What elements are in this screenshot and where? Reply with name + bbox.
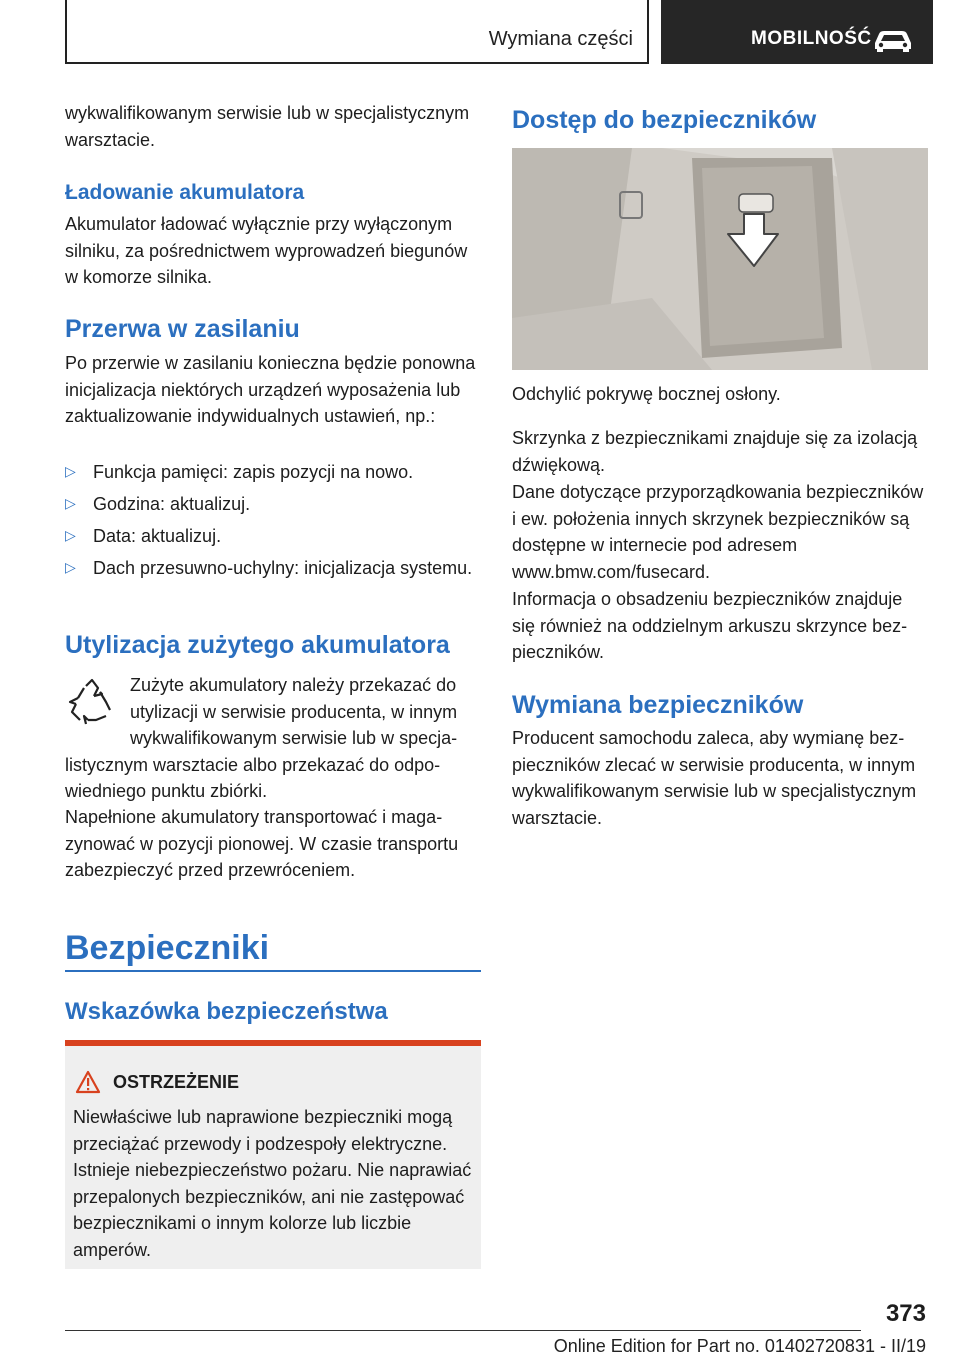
triangle-bullet-icon: ▷ [65, 527, 76, 543]
warning-triangle-icon [75, 1070, 101, 1094]
triangle-bullet-icon: ▷ [65, 463, 76, 479]
car-icon [871, 27, 915, 53]
disposal-heading: Utylizacja zużytego akumulatora [65, 631, 450, 659]
page-number: 373 [885, 1300, 926, 1327]
trunk-illustration [512, 148, 928, 370]
fuses-heading: Bezpieczniki [65, 929, 270, 967]
header-section-box [65, 0, 649, 64]
power-outage-paragraph: Po przerwie w zasilaniu konieczna będzie ponowna inicjalizacja niektórych urządzeń wyposażenia lub zaktualizowanie indywidualnych ustawień, np.: [65, 353, 476, 426]
power-outage-heading: Przerwa w zasilaniu [65, 315, 300, 343]
warning-text: Niewłaściwe lub naprawione bezpieczniki mogą przeciążać przewody i podzespoły elektryczne. Istnieje niebezpieczeństwo pożaru. Nie naprawiać przepalonych bezpieczników, ani nie zastępować bezpiecznikami o innym kolorze lub liczbie amperów. [73, 1107, 472, 1260]
header-chapter-box [661, 0, 933, 64]
disposal-text-1: Zużyte akumulatory należy przekazać do utylizacji w serwisie producenta, w innym wykwalifikowanym serwisie lub w specjalistycznym warsztacie albo przekazać do odpowiedniego punktu zbiórki. [65, 675, 458, 801]
intro-paragraph: wykwalifikowanym serwisie lub w specjalistycznym warsztacie. [65, 103, 470, 150]
fuse-replacement-paragraph: Producent samochodu zaleca, aby wymianę bezpieczników zlecać w serwisie producenta, w innym wykwalifikowanym serwisie lub w specjalistycznym warsztacie. [512, 728, 917, 828]
fuse-box-location-paragraph: Skrzynka z bezpiecznikami znajduje się za izolacją dźwiękową. [512, 428, 918, 475]
photo-caption: Odchylić pokrywę bocznej osłony. [512, 384, 781, 404]
disposal-paragraph-1 [65, 672, 481, 805]
triangle-bullet-icon: ▷ [65, 495, 76, 511]
charging-paragraph: Akumulator ładować wyłącznie przy wyłączonym silniku, za pośrednictwem wyprowadzeń biegunów w komorze silnika. [65, 214, 468, 287]
header-chapter-title: MOBILNOŚĆ [751, 28, 872, 49]
header-section-title: Wymiana części [488, 28, 633, 50]
warning-title: OSTRZEŻENIE [113, 1072, 240, 1092]
charging-heading: Ładowanie akumulatora [65, 181, 305, 204]
disposal-paragraph-2: Napełnione akumulatory transportować i magazynować w pozycji pionowej. W czasie transportu zabezpieczyć przed przewróceniem. [65, 807, 459, 880]
bullet-list [65, 459, 481, 609]
list-item-text: Dach przesuwno-uchylny: inicjalizacja systemu. [93, 558, 473, 578]
fuse-sheet-paragraph: Informacja o obsadzeniu bezpieczników znajduje się również na oddzielnym arkuszu skrzynce bezpieczników. [512, 589, 908, 662]
list-item-text: Godzina: aktualizuj. [93, 494, 251, 514]
triangle-bullet-icon: ▷ [65, 559, 76, 575]
edition-footer: Online Edition for Part no. 01402720831 - II/19 [553, 1336, 926, 1356]
fuse-replacement-heading: Wymiana bezpieczników [512, 691, 804, 719]
fuse-assignment-paragraph: Dane dotyczące przyporządkowania bezpieczników i ew. położenia innych skrzynek bezpieczników są dostępne w internecie pod adresem www.bmw.com/fusecard. [512, 482, 924, 582]
warning-box [65, 1040, 481, 1269]
footer-divider [65, 1330, 861, 1331]
list-item-text: Data: aktualizuj. [93, 526, 222, 546]
safety-note-heading: Wskazówka bezpieczeństwa [65, 998, 388, 1025]
list-item-text: Funkcja pamięci: zapis pozycji na nowo. [93, 462, 414, 482]
fuse-access-heading: Dostęp do bezpieczników [512, 106, 817, 134]
trunk-side-panel-photo [512, 148, 928, 370]
heading-divider [65, 970, 481, 972]
